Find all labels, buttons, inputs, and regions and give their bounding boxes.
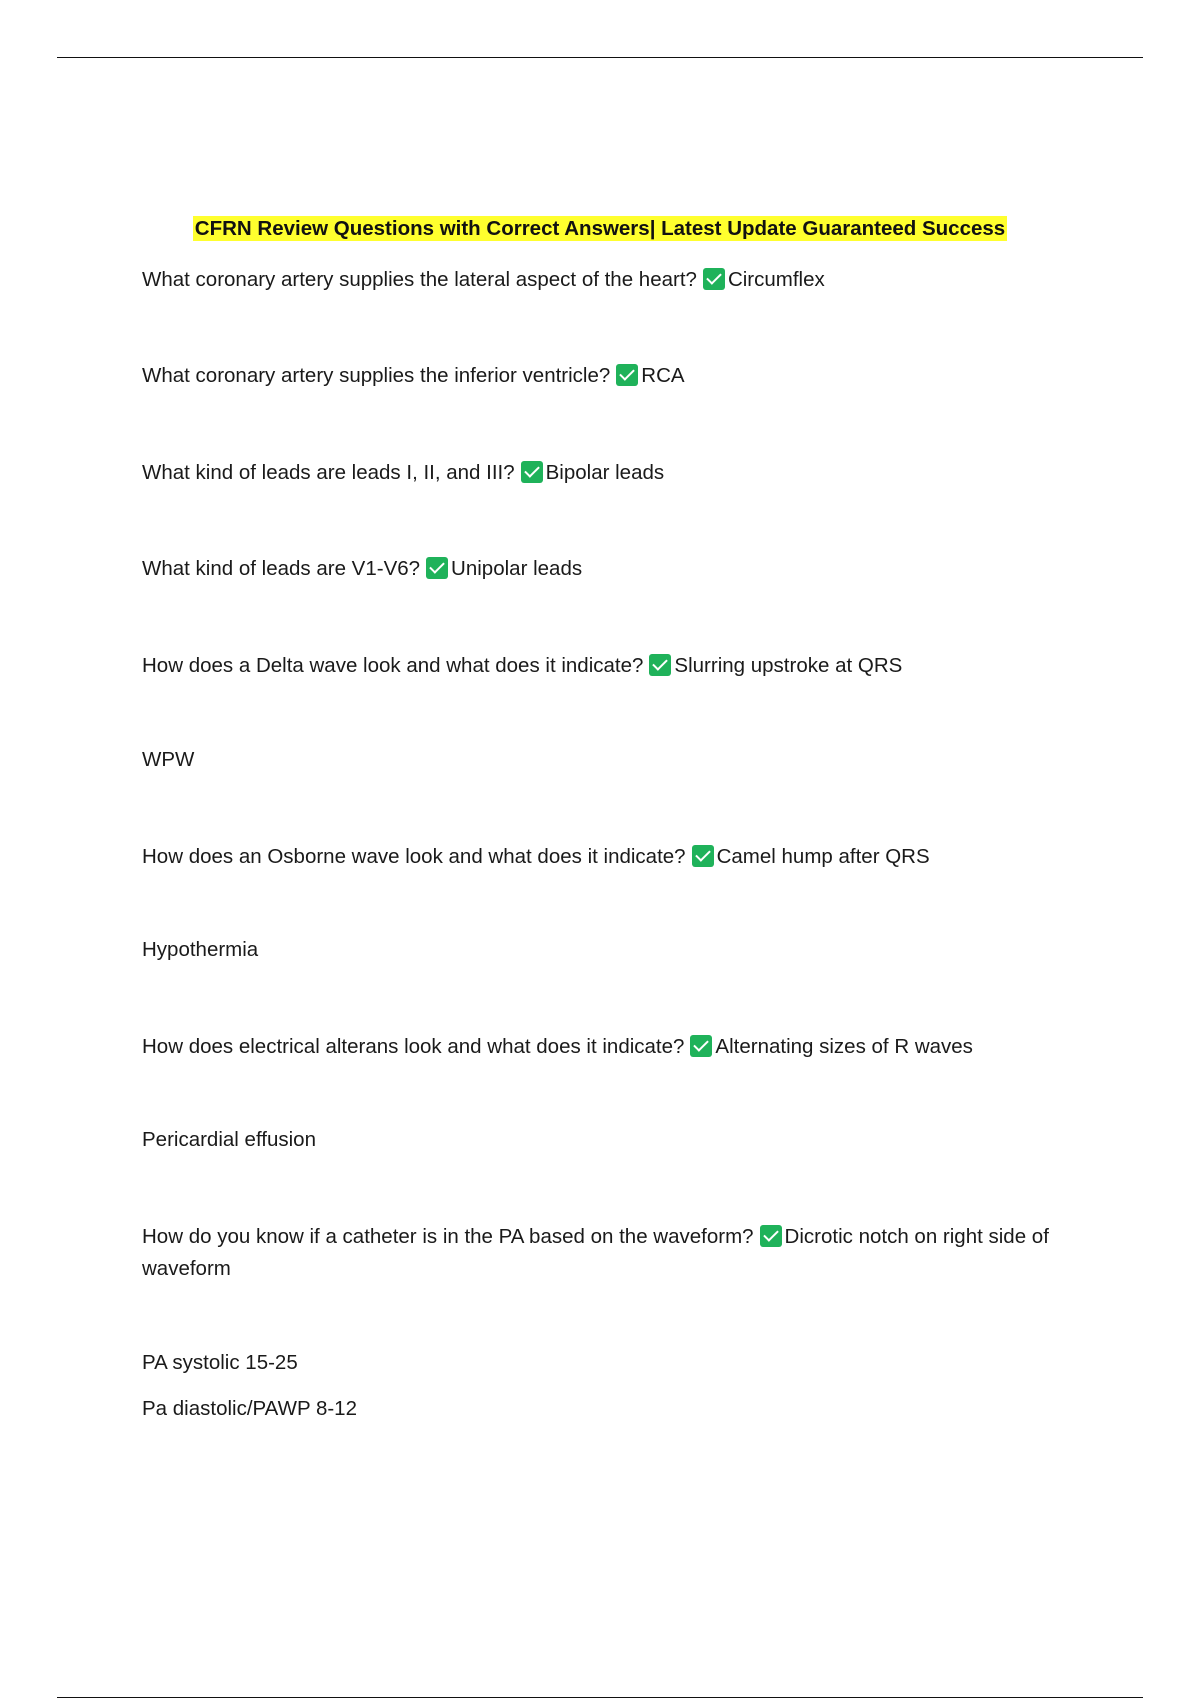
- footer-rule: [57, 1697, 1143, 1698]
- answer-text: Alternating sizes of R waves: [715, 1035, 973, 1058]
- document-title: [0, 214, 1200, 244]
- answer-text: RCA: [641, 364, 685, 387]
- answer-extra: Hypothermia: [142, 938, 259, 961]
- qa-line: [142, 1221, 1082, 1285]
- answer-text: Bipolar leads: [545, 461, 665, 484]
- green-checkmark-icon: [760, 1225, 782, 1247]
- answer-text: Dicrotic notch on right side of waveform: [142, 1225, 1049, 1280]
- qa-line: [142, 457, 1062, 489]
- answer-extra: Pa diastolic/PAWP 8-12: [142, 1397, 357, 1420]
- question-text: How does electrical alterans look and what does it indicate?: [142, 1035, 685, 1058]
- question-text: What coronary artery supplies the lateral aspect of the heart?: [142, 268, 697, 291]
- question-text: How does an Osborne wave look and what does it indicate?: [142, 845, 686, 868]
- question-text: How do you know if a catheter is in the PA based on the waveform?: [142, 1225, 754, 1248]
- green-checkmark-icon: [692, 845, 714, 867]
- question-text: How does a Delta wave look and what does it indicate?: [142, 654, 644, 677]
- answer-text: Unipolar leads: [451, 557, 583, 580]
- answer-text: Camel hump after QRS: [716, 845, 930, 868]
- qa-line: [142, 1031, 1062, 1063]
- question-text: What kind of leads are leads I, II, and III?: [142, 461, 515, 484]
- qa-line: [142, 264, 1062, 296]
- answer-extra: PA systolic 15-25: [142, 1351, 298, 1374]
- green-checkmark-icon: [703, 268, 725, 290]
- answer-extra: WPW: [142, 748, 195, 771]
- green-checkmark-icon: [521, 461, 543, 483]
- qa-line: [142, 553, 1062, 585]
- qa-line: [142, 841, 1062, 873]
- answer-text: Slurring upstroke at QRS: [674, 654, 903, 677]
- green-checkmark-icon: [616, 364, 638, 386]
- header-rule: [57, 57, 1143, 58]
- green-checkmark-icon: [426, 557, 448, 579]
- green-checkmark-icon: [690, 1035, 712, 1057]
- qa-line: [142, 360, 1062, 392]
- question-text: What kind of leads are V1-V6?: [142, 557, 421, 580]
- qa-line: [142, 650, 1062, 682]
- title-highlight: CFRN Review Questions with Correct Answers| Latest Update Guaranteed Success: [194, 217, 1006, 240]
- green-checkmark-icon: [649, 654, 671, 676]
- answer-text: Circumflex: [727, 268, 825, 291]
- answer-extra: Pericardial effusion: [142, 1128, 316, 1151]
- question-text: What coronary artery supplies the inferior ventricle?: [142, 364, 611, 387]
